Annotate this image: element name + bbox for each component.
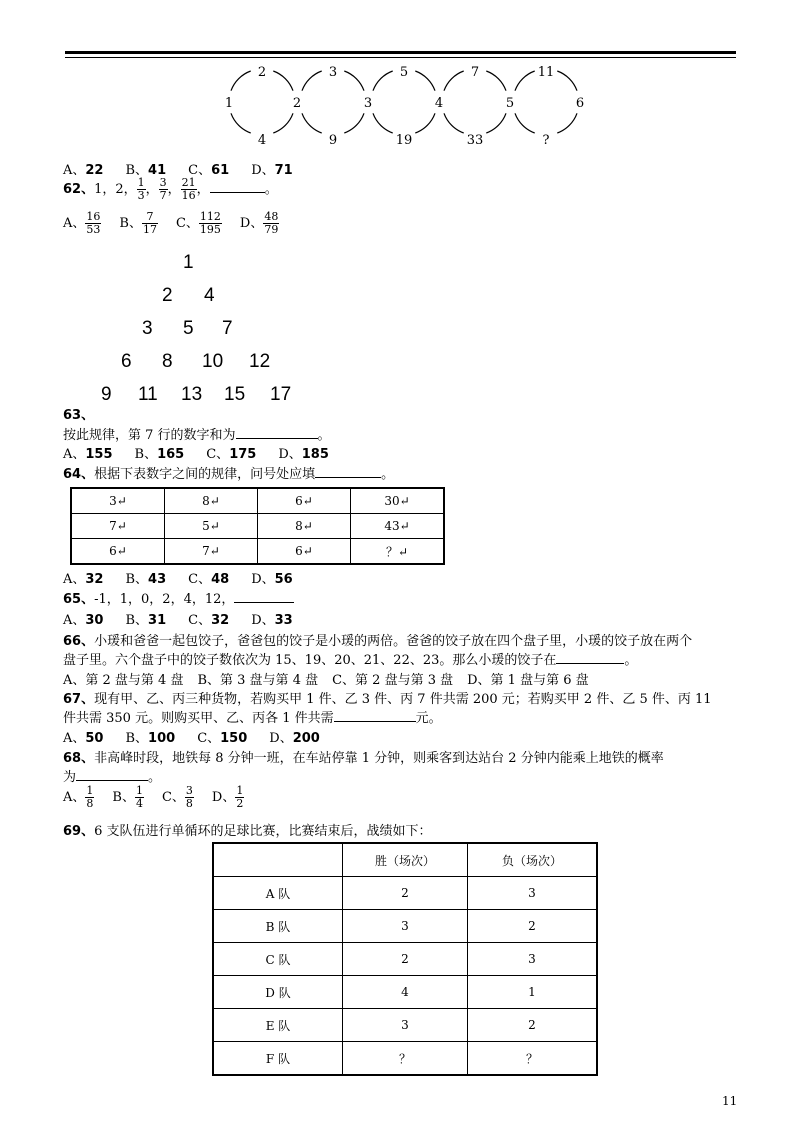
option-key: D、 bbox=[278, 447, 302, 462]
triangle-number: 4 bbox=[204, 285, 215, 306]
option-value: 100 bbox=[148, 731, 176, 746]
table-cell: 30↵ bbox=[351, 488, 445, 514]
answer-blank[interactable] bbox=[234, 590, 294, 603]
triangle-number: 2 bbox=[162, 285, 173, 306]
option-3[interactable] bbox=[251, 572, 293, 587]
option-key: B、 bbox=[119, 216, 142, 231]
q64-text: 根据下表数字之间的规律，问号处应填 bbox=[94, 467, 316, 482]
q66-text2: 盘子里。六个盘子中的饺子数依次为 15、19、20、21、22、23。那么小瑗的饺子在 bbox=[63, 653, 557, 668]
q67-text1: 现有甲、乙、丙三种货物，若购买甲 1 件、乙 3 件、丙 7 件共需 200 元；若购买甲 2 件、乙 5 件、丙 11 bbox=[94, 692, 712, 707]
diagram-top-number: 5 bbox=[399, 65, 409, 80]
option-key: D、 bbox=[251, 163, 275, 178]
q64-options bbox=[63, 568, 315, 587]
denominator: 8 bbox=[86, 797, 94, 810]
option-3[interactable] bbox=[251, 163, 293, 178]
q68-end: 。 bbox=[148, 770, 162, 785]
numerator: 21 bbox=[181, 176, 196, 189]
header-rule bbox=[65, 51, 736, 58]
separator: ， bbox=[196, 182, 210, 197]
q64-table bbox=[70, 487, 445, 565]
q66-text1: 小瑗和爸爸一起包饺子，爸爸包的饺子是小瑗的两倍。爸爸的饺子放在四个盘子里，小瑗的饺子放在两个 bbox=[94, 634, 693, 649]
q62-seq-start: 1，2， bbox=[94, 182, 137, 197]
option-2[interactable] bbox=[188, 613, 229, 628]
option-key: A、 bbox=[63, 447, 86, 462]
diagram-node: 5 bbox=[505, 96, 515, 111]
q62-options bbox=[63, 211, 297, 236]
option-value: 41 bbox=[148, 163, 167, 178]
option-key: B、 bbox=[125, 613, 149, 628]
option-key: A、 bbox=[63, 163, 86, 178]
option-value: 200 bbox=[292, 731, 320, 746]
circle-sequence-diagram bbox=[215, 60, 600, 155]
option-value: 31 bbox=[148, 613, 167, 628]
numerator: 1 bbox=[86, 784, 94, 797]
diagram-top-number: 2 bbox=[257, 65, 267, 80]
option-key: C、 bbox=[197, 731, 221, 746]
option-key: C、 bbox=[188, 163, 212, 178]
circle-arc bbox=[515, 71, 577, 133]
answer-blank[interactable] bbox=[76, 768, 148, 781]
page-number: 11 bbox=[722, 1094, 738, 1108]
option-key: D、 bbox=[211, 790, 236, 805]
numerator: 1 bbox=[137, 176, 145, 189]
option-key: B、 bbox=[125, 572, 149, 587]
option-value: 175 bbox=[229, 447, 257, 462]
option-fraction bbox=[85, 785, 94, 810]
option-fraction bbox=[199, 211, 222, 236]
numerator: 3 bbox=[159, 176, 167, 189]
option-3[interactable]: D、第 1 盘与第 6 盘 bbox=[467, 673, 589, 688]
option-3[interactable] bbox=[278, 447, 329, 462]
option-2[interactable] bbox=[175, 210, 222, 236]
triangle-number: 7 bbox=[222, 318, 233, 339]
q66-end: 。 bbox=[624, 653, 638, 668]
option-value: 150 bbox=[220, 731, 248, 746]
table-header-row bbox=[213, 843, 597, 877]
option-fraction bbox=[142, 211, 158, 236]
q64-end: 。 bbox=[381, 467, 395, 482]
table-cell: 8↵ bbox=[258, 514, 351, 539]
table-row bbox=[213, 1009, 597, 1042]
q66-line2 bbox=[63, 649, 637, 668]
option-key: C、 bbox=[161, 790, 185, 805]
option-fraction bbox=[235, 785, 244, 810]
table-cell: 6↵ bbox=[258, 539, 351, 565]
option-value: 32 bbox=[85, 572, 104, 587]
table-cell: 1 bbox=[468, 976, 598, 1009]
sequence-fraction bbox=[181, 177, 197, 202]
option-fraction bbox=[263, 211, 279, 236]
q66-options bbox=[63, 669, 603, 688]
table-header-cell: 胜（场次） bbox=[343, 843, 468, 877]
numerator: 1 bbox=[236, 784, 244, 797]
option-key: A、 bbox=[63, 790, 86, 805]
denominator: 2 bbox=[236, 797, 244, 810]
option-key: B、 bbox=[112, 790, 135, 805]
table-cell: 4 bbox=[343, 976, 468, 1009]
q69-question bbox=[63, 820, 432, 839]
triangle-number: 13 bbox=[181, 384, 203, 405]
option-2[interactable] bbox=[206, 447, 256, 462]
option-0[interactable] bbox=[63, 210, 101, 236]
separator: ， bbox=[167, 182, 181, 197]
q69-text: 6 支队伍进行单循环的足球比赛，比赛结束后，战绩如下： bbox=[94, 824, 432, 839]
option-0[interactable]: A、第 2 盘与第 4 盘 bbox=[63, 673, 184, 688]
q65-number: 65、 bbox=[63, 592, 95, 607]
diagram-top-number: 3 bbox=[328, 65, 338, 80]
separator: ， bbox=[145, 182, 159, 197]
option-value: 32 bbox=[211, 613, 230, 628]
triangle-number: 8 bbox=[162, 351, 173, 372]
option-1[interactable] bbox=[125, 572, 166, 587]
numerator: 48 bbox=[264, 210, 279, 223]
option-3[interactable] bbox=[239, 210, 279, 236]
option-value: 30 bbox=[85, 613, 104, 628]
circle-arc bbox=[444, 71, 506, 133]
option-value: 48 bbox=[211, 572, 230, 587]
table-row bbox=[71, 488, 444, 514]
option-key: A、 bbox=[63, 613, 86, 628]
option-key: A、 bbox=[63, 731, 86, 746]
option-key: B、 bbox=[125, 731, 149, 746]
triangle-number: 17 bbox=[270, 384, 292, 405]
option-fraction bbox=[185, 785, 194, 810]
table-row bbox=[71, 514, 444, 539]
numerator: 16 bbox=[86, 210, 101, 223]
numerator: 3 bbox=[185, 784, 193, 797]
table-cell: 3 bbox=[343, 1009, 468, 1042]
diagram-top-number: 11 bbox=[537, 65, 555, 80]
option-3[interactable] bbox=[251, 613, 293, 628]
option-2[interactable] bbox=[188, 572, 229, 587]
table-cell: 2 bbox=[468, 910, 598, 943]
option-key: D、 bbox=[251, 613, 275, 628]
diagram-bottom-number: 33 bbox=[466, 133, 484, 148]
option-0[interactable] bbox=[63, 731, 103, 746]
q63-options bbox=[63, 443, 351, 462]
q68-line1 bbox=[63, 747, 664, 766]
q67-number: 67、 bbox=[63, 692, 95, 707]
option-value: 56 bbox=[274, 572, 293, 587]
answer-blank[interactable] bbox=[210, 180, 265, 193]
option-key: B、 bbox=[134, 447, 158, 462]
q67-line1 bbox=[63, 688, 712, 707]
table-cell: ？ bbox=[343, 1042, 468, 1076]
option-0[interactable] bbox=[63, 784, 94, 810]
option-0[interactable] bbox=[63, 163, 103, 178]
option-0[interactable] bbox=[63, 613, 103, 628]
option-1[interactable] bbox=[119, 210, 158, 236]
option-value: 22 bbox=[85, 163, 104, 178]
q68-text2: 为 bbox=[63, 770, 77, 785]
denominator: 16 bbox=[181, 189, 196, 202]
option-key: C、 bbox=[188, 613, 212, 628]
diagram-node: 1 bbox=[224, 96, 234, 111]
q67-end: 元。 bbox=[415, 711, 442, 726]
numerator: 112 bbox=[199, 210, 221, 223]
q63-number: 63、 bbox=[63, 408, 95, 423]
option-value: 61 bbox=[211, 163, 230, 178]
table-cell: 6↵ bbox=[258, 488, 351, 514]
triangle-number: 3 bbox=[142, 318, 153, 339]
numerator: 1 bbox=[135, 784, 143, 797]
table-cell: 2 bbox=[343, 943, 468, 976]
q66-number: 66、 bbox=[63, 634, 95, 649]
answer-blank[interactable] bbox=[236, 426, 318, 439]
triangle-number: 6 bbox=[121, 351, 132, 372]
table-cell: 43↵ bbox=[351, 514, 445, 539]
option-key: D、 bbox=[269, 731, 293, 746]
denominator: 4 bbox=[135, 797, 143, 810]
sequence-fraction bbox=[137, 177, 146, 202]
circle-arc bbox=[373, 71, 435, 133]
option-3[interactable] bbox=[269, 731, 320, 746]
option-2[interactable] bbox=[197, 731, 247, 746]
table-cell: E 队 bbox=[213, 1009, 343, 1042]
diagram-node: 6 bbox=[575, 96, 585, 111]
option-1[interactable] bbox=[125, 731, 175, 746]
q62-end: 。 bbox=[264, 182, 278, 197]
answer-blank[interactable] bbox=[334, 709, 416, 722]
option-0[interactable] bbox=[63, 447, 113, 462]
table-header-cell: 负（场次） bbox=[468, 843, 598, 877]
option-value: 155 bbox=[85, 447, 113, 462]
diagram-node: 3 bbox=[363, 96, 373, 111]
option-key: B、 bbox=[125, 163, 149, 178]
table-cell: D 队 bbox=[213, 976, 343, 1009]
option-value: 71 bbox=[274, 163, 293, 178]
option-fraction bbox=[85, 211, 101, 236]
circle-arc bbox=[302, 71, 364, 133]
table-cell: ？ bbox=[468, 1042, 598, 1076]
q63-question bbox=[63, 424, 331, 443]
q65-options bbox=[63, 609, 315, 628]
table-row bbox=[213, 910, 597, 943]
option-3[interactable] bbox=[211, 784, 244, 810]
q68-options bbox=[63, 785, 262, 810]
table-cell: B 队 bbox=[213, 910, 343, 943]
q64-question bbox=[63, 463, 394, 482]
option-fraction bbox=[135, 785, 144, 810]
table-cell: 3↵ bbox=[71, 488, 165, 514]
denominator: 79 bbox=[264, 223, 279, 236]
table-cell: 3 bbox=[468, 877, 598, 910]
q64-number: 64、 bbox=[63, 467, 95, 482]
triangle-number: 11 bbox=[138, 384, 158, 405]
option-0[interactable] bbox=[63, 572, 103, 587]
option-key: A、 bbox=[63, 216, 86, 231]
option-key: C、 bbox=[206, 447, 230, 462]
q68-text1: 非高峰时段，地铁每 8 分钟一班，在车站停靠 1 分钟，则乘客到达站台 2 分钟内能乘上地铁的概率 bbox=[94, 751, 664, 766]
table-row bbox=[213, 943, 597, 976]
option-key: C、 bbox=[175, 216, 199, 231]
q67-text2: 件共需 350 元。则购买甲、乙、丙各 1 件共需 bbox=[63, 711, 334, 726]
table-row bbox=[213, 1042, 597, 1076]
option-key: D、 bbox=[239, 216, 264, 231]
q62 bbox=[63, 177, 278, 202]
option-key: C、 bbox=[188, 572, 212, 587]
diagram-bottom-number: ? bbox=[542, 133, 550, 148]
option-key: A、 bbox=[63, 572, 86, 587]
table-cell: 7↵ bbox=[165, 539, 258, 565]
diagram-node: 2 bbox=[292, 96, 302, 111]
option-1[interactable] bbox=[125, 613, 166, 628]
option-key: D、 bbox=[251, 572, 275, 587]
q65-text: -1，1，0，2，4，12， bbox=[94, 592, 235, 607]
table-header-cell bbox=[213, 843, 343, 877]
triangle-number: 5 bbox=[183, 318, 194, 339]
denominator: 17 bbox=[142, 223, 157, 236]
diagram-bottom-number: 4 bbox=[257, 133, 267, 148]
denominator: 53 bbox=[86, 223, 101, 236]
triangle-number: 10 bbox=[202, 351, 224, 372]
table-cell: A 队 bbox=[213, 877, 343, 910]
triangle-number: 9 bbox=[101, 384, 112, 405]
q62-number: 62、 bbox=[63, 182, 95, 197]
circle-arc bbox=[231, 71, 293, 133]
q67-line2 bbox=[63, 707, 442, 726]
table-row bbox=[213, 976, 597, 1009]
q63-text: 按此规律，第 7 行的数字和为 bbox=[63, 428, 236, 443]
table-cell: 2 bbox=[343, 877, 468, 910]
answer-blank[interactable] bbox=[556, 651, 624, 664]
diagram-bottom-number: 9 bbox=[328, 133, 338, 148]
table-row bbox=[213, 877, 597, 910]
diagram-top-number: 7 bbox=[470, 65, 480, 80]
option-value: 43 bbox=[148, 572, 167, 587]
sequence-fraction bbox=[159, 177, 168, 202]
triangle-number: 12 bbox=[249, 351, 271, 372]
option-value: 165 bbox=[157, 447, 185, 462]
table-cell: 3 bbox=[468, 943, 598, 976]
diagram-bottom-number: 19 bbox=[395, 133, 413, 148]
option-value: 33 bbox=[274, 613, 293, 628]
q68-line2 bbox=[63, 766, 161, 785]
triangle-number: 15 bbox=[224, 384, 246, 405]
table-cell: 5↵ bbox=[165, 514, 258, 539]
denominator: 8 bbox=[185, 797, 193, 810]
q65-question bbox=[63, 588, 294, 607]
option-2[interactable] bbox=[161, 784, 194, 810]
q69-table bbox=[212, 842, 598, 1076]
table-row bbox=[71, 539, 444, 565]
table-cell: 3 bbox=[343, 910, 468, 943]
table-cell: F 队 bbox=[213, 1042, 343, 1076]
table-cell: C 队 bbox=[213, 943, 343, 976]
table-cell: 6↵ bbox=[71, 539, 165, 565]
table-cell: 2 bbox=[468, 1009, 598, 1042]
table-cell: 8↵ bbox=[165, 488, 258, 514]
option-1[interactable] bbox=[112, 784, 144, 810]
q69-number: 69、 bbox=[63, 824, 95, 839]
denominator: 7 bbox=[159, 189, 167, 202]
denominator: 195 bbox=[199, 223, 221, 236]
diagram-node: 4 bbox=[434, 96, 444, 111]
option-value: 50 bbox=[85, 731, 104, 746]
table-cell: 7↵ bbox=[71, 514, 165, 539]
option-value: 185 bbox=[301, 447, 329, 462]
option-1[interactable]: B、第 3 盘与第 4 盘 bbox=[197, 673, 319, 688]
denominator: 3 bbox=[137, 189, 145, 202]
triangle-number: 1 bbox=[183, 252, 194, 273]
numerator: 7 bbox=[142, 211, 158, 224]
option-1[interactable] bbox=[135, 447, 185, 462]
q63-end: 。 bbox=[317, 428, 331, 443]
table-cell: ？↵ bbox=[351, 539, 445, 565]
q67-options bbox=[63, 727, 342, 746]
q68-number: 68、 bbox=[63, 751, 95, 766]
answer-blank[interactable] bbox=[315, 465, 381, 478]
option-2[interactable]: C、第 2 盘与第 3 盘 bbox=[332, 673, 454, 688]
q66-line1 bbox=[63, 630, 692, 649]
